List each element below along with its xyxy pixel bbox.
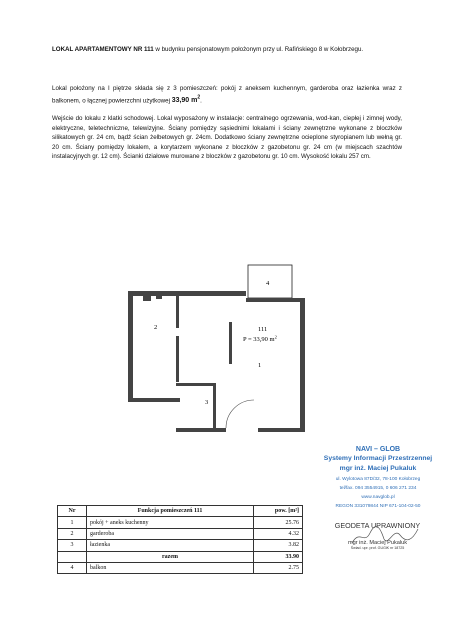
- room-label-1: 1: [258, 362, 262, 369]
- door-arcs: [226, 400, 254, 428]
- header-function: Funkcja pomieszczeń 111: [87, 506, 254, 517]
- rooms-table: [57, 505, 303, 574]
- row-function: pokój + aneks kuchenny: [87, 517, 254, 528]
- row-area: 2.75: [254, 562, 303, 573]
- sum-value: 33.90: [254, 551, 303, 562]
- row-nr: 1: [58, 517, 87, 528]
- room-label-2: 2: [154, 324, 158, 331]
- intro-text: w budynku pensjonatowym położonym przy ul. Rafińskiego 8 w Kołobrzegu.: [153, 46, 364, 53]
- table-row: [58, 528, 303, 539]
- outer-walls: [128, 291, 305, 432]
- table-row: [58, 540, 303, 551]
- company-subtitle: Systemy Informacji Przestrzennej: [323, 455, 433, 462]
- row-area: 4.32: [254, 528, 303, 539]
- company-ids: REGON 331079844 NIP 671-104-02-50: [335, 504, 421, 509]
- door-openings: [227, 427, 257, 433]
- stamp-name: mgr inż. Maciej Pukaluk: [347, 540, 408, 546]
- description-end: .: [200, 96, 202, 104]
- stamp-title: GEODETA UPRAWNIONY: [334, 521, 421, 530]
- table-sum-row: [58, 551, 303, 562]
- total-area: 33,90 $m^2$: [171, 94, 201, 104]
- company-phone: tel/fax. 094 3554915, 0 606 271 234: [339, 486, 417, 491]
- row-nr: 4: [58, 562, 87, 573]
- installations-paragraph: Wejście do lokalu z klatki schodowej. Lokal wyposażony w instalacje: centralnego ogrzewania, wod-kan, ciepłej i zimnej wody, elektryczne, teletechniczne, telewizyjne. Ściany pomiędzy sąsiednimi lokalami i ściany zewnętrzne wykonane z bloczków silikatowych gr. 24 cm, bądź ścian żelbetowych gr. 24cm. Dodatkowo ściany zewnętrzne ocieplone styropianem lub wełną gr. 20 cm. Ściany pomiędzy lokalem, a korytarzem wykonane z bloczków z gazobetonu gr. 24 cm (w miejscach szachtów instalacyjnych gr. 12 cm). Ścianki działowe murowane z bloczków z gazobetonu gr. 10 cm. Wysokość lokalu 257 cm.: [52, 115, 402, 161]
- row-area: 3.82: [254, 540, 303, 551]
- header-area: pow. [m²]: [254, 506, 303, 517]
- table-header-row: [58, 506, 303, 517]
- header-nr: Nr: [58, 506, 87, 517]
- row-nr: 2: [58, 528, 87, 539]
- company-owner: mgr inż. Maciej Pukaluk: [339, 465, 417, 472]
- row-nr: 3: [58, 540, 87, 551]
- sum-label: razem: [87, 551, 254, 562]
- room-label-3: 3: [205, 399, 209, 406]
- unit-number-label: 111: [258, 326, 268, 333]
- description-text: Lokal położony na I piętrze składa się z 3 pomieszczeń: pokój z aneksem kuchennym, garderoba oraz łazienka wraz z balkonem, o łącznej powierzchni użytkowej: [52, 85, 402, 104]
- balcony-outline: [248, 265, 292, 298]
- inner-walls: [143, 296, 232, 429]
- table-row: [58, 562, 303, 573]
- row-function: garderoba: [87, 528, 254, 539]
- unit-title: LOKAL APARTAMENTOWY NR 111: [52, 46, 154, 53]
- sum-empty: [58, 551, 87, 562]
- room-label-4: 4: [266, 280, 270, 287]
- company-address: ul. Wylotowa 87D/32, 78-100 Kołobrzeg: [335, 477, 421, 482]
- row-function: balkon: [87, 562, 254, 573]
- stamp-license: Świad. upr. prof. GUGiK nr 18725: [350, 546, 405, 550]
- row-function: łazienka: [87, 540, 254, 551]
- table-row: [58, 517, 303, 528]
- company-web: www.navglob.pl: [361, 495, 395, 500]
- company-name: NAVI – GLOB: [355, 446, 401, 453]
- row-area: 25.76: [254, 517, 303, 528]
- unit-area-label: P = 33,90 $m^2$: [243, 334, 277, 343]
